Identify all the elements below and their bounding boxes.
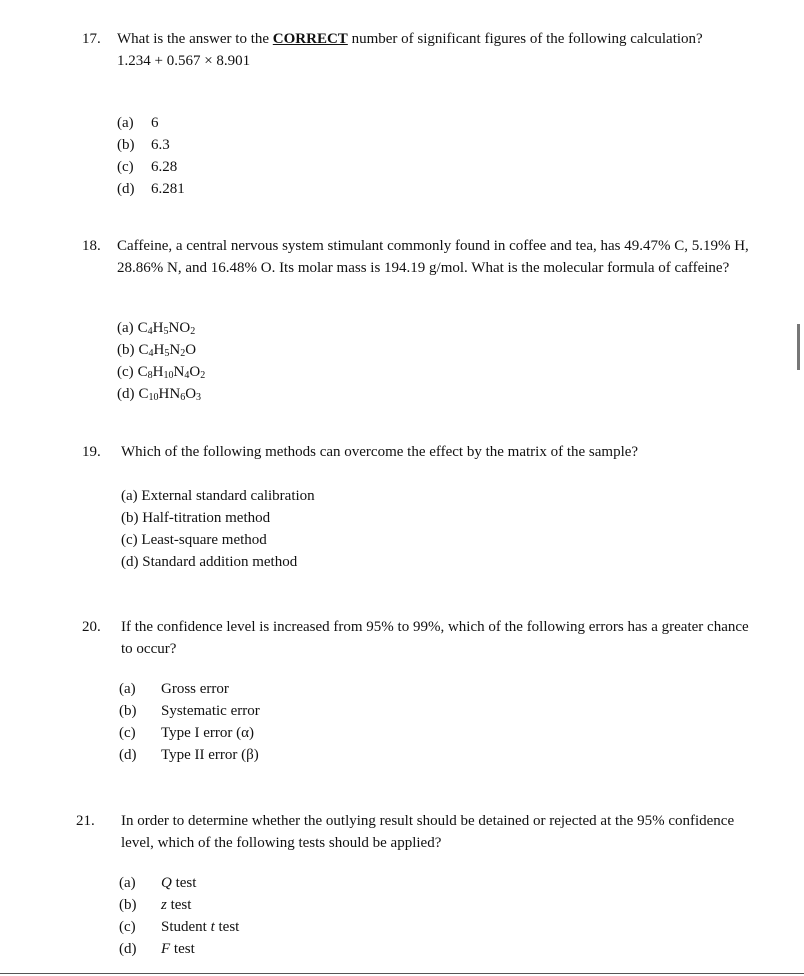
option-b[interactable]: (b) 6.3 (117, 137, 170, 153)
subscript: 2 (190, 326, 196, 337)
element-symbol: C (138, 342, 149, 358)
element-symbol: O (189, 364, 201, 380)
question-text: In order to determine whether the outlying result should be detained or rejected at the 95% confidence level, which of the following tests should be applied? (121, 813, 735, 851)
option-a[interactable]: (a) Q test (119, 875, 197, 891)
element-symbol: O (185, 386, 197, 402)
element-symbol: N (169, 342, 181, 358)
option-a[interactable]: (a) $C_4H_5NO_2$ (117, 317, 205, 339)
option-c[interactable]: (c) $C_8H_{10}N_4O_2$ (117, 361, 205, 383)
option-d[interactable]: (d) $C_{10}HN_6O_3$ (117, 383, 205, 405)
options-list (119, 678, 260, 766)
subscript: 8 (147, 370, 153, 381)
element-symbol: N (173, 364, 185, 380)
element-symbol: C (137, 364, 148, 380)
option-c[interactable]: (c) Student t test (119, 919, 240, 935)
chemical-formula (138, 317, 196, 339)
option-b[interactable]: (b) Half-titration method (121, 510, 271, 526)
subscript: 2 (180, 348, 186, 359)
subscript: 3 (196, 392, 202, 403)
option-c[interactable]: (c) Type I error (α) (119, 725, 255, 741)
question-text: What is the answer to the CORRECT number of significant figures of the following calculation? 1.234 + 0.567 × 8.901 (117, 28, 757, 72)
element-symbol: C (138, 386, 149, 402)
element-symbol: O (179, 320, 191, 336)
subscript: 2 (200, 370, 206, 381)
chemical-formula (139, 383, 202, 405)
chemical-formula (139, 339, 197, 361)
subscript: 5 (164, 348, 170, 359)
element-symbol: H (152, 364, 164, 380)
element-symbol: H (152, 320, 164, 336)
options-list (117, 112, 185, 200)
element-symbol: N (169, 386, 181, 402)
subscript: 5 (163, 326, 169, 337)
options-list (117, 317, 205, 405)
calculation-expression: 1.234 + 0.567 × 8.901 (117, 53, 251, 69)
question-number: 17. (82, 31, 101, 47)
option-d[interactable]: (d) Type II error (β) (119, 747, 259, 763)
option-b[interactable]: (b) Systematic error (119, 703, 260, 719)
question-text: Which of the following methods can overcome the effect by the matrix of the sample? (121, 444, 639, 460)
question-number: 21. (76, 813, 95, 829)
options-list (121, 485, 315, 573)
option-a[interactable]: (a) 6 (117, 115, 159, 131)
subscript: 4 (148, 348, 154, 359)
correct-emphasis: CORRECT (272, 31, 348, 47)
question-text: If the confidence level is increased from 95% to 99%, which of the following errors has a greater chance to occur? (121, 619, 749, 657)
options-list (119, 872, 239, 960)
option-c[interactable]: (c) Least-square method (121, 532, 267, 548)
element-symbol: H (158, 386, 170, 402)
page-bottom-edge (0, 973, 804, 974)
question-number: 19. (82, 444, 101, 460)
option-b[interactable]: (b) $C_4H_5N_2O$ (117, 339, 205, 361)
option-b[interactable]: (b) z test (119, 897, 192, 913)
option-c[interactable]: (c) 6.28 (117, 159, 178, 175)
element-symbol: C (137, 320, 148, 336)
option-d[interactable]: (d) F test (119, 941, 195, 957)
element-symbol: H (153, 342, 165, 358)
subscript: 4 (147, 326, 153, 337)
subscript: 6 (180, 392, 186, 403)
option-d[interactable]: (d) 6.281 (117, 181, 185, 197)
option-d[interactable]: (d) Standard addition method (121, 554, 298, 570)
question-number: 20. (82, 619, 101, 635)
option-a[interactable]: (a) External standard calibration (121, 488, 315, 504)
subscript: 10 (163, 370, 174, 381)
subscript: 10 (148, 392, 159, 403)
element-symbol: N (168, 320, 180, 336)
question-number: 18. (82, 238, 101, 254)
element-symbol: O (185, 342, 197, 358)
scrollbar-thumb[interactable] (797, 324, 800, 370)
option-a[interactable]: (a) Gross error (119, 681, 229, 697)
chemical-formula (138, 361, 206, 383)
subscript: 4 (184, 370, 190, 381)
question-text: Caffeine, a central nervous system stimulant commonly found in coffee and tea, has 49.47% C, 5.19% H, 28.86% N, and 16.48% O. Its molar mass is 194.19 g/mol. What is the molecular formula of caffeine? (117, 238, 749, 276)
